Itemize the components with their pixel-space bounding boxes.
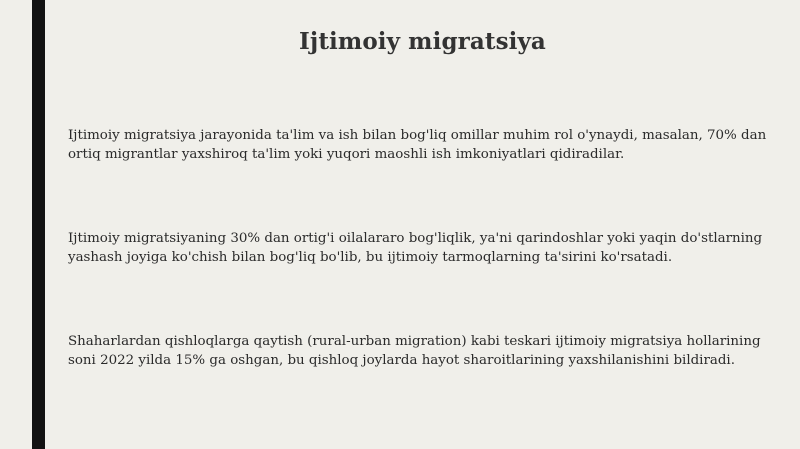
paragraph-education-work: Ijtimoiy migratsiya jarayonida ta'lim va ish bilan bog'liq omillar muhim rol o'ynaydi, masalan, 70% dan ortiq migrantlar yaxshiroq ta'lim yoki yuqori maoshli ish imkoniyatlari qidiradilar.	[68, 128, 767, 162]
slide-title: Ijtimoiy migratsiya	[299, 28, 546, 55]
paragraph-reverse-migration: Shaharlardan qishloqlarga qaytish (rural-urban migration) kabi teskari ijtimoiy migratsiya hollarining soni 2022 yilda 15% ga oshgan, bu qishloq joylarda hayot sharoitlarining yaxshilanishini bildiradi.	[68, 334, 761, 368]
paragraph-family-ties: Ijtimoiy migratsiyaning 30% dan ortig'i oilalararo bog'liqlik, ya'ni qarindoshlar yoki yaqin do'stlarning yashash joyiga ko'chish bilan bog'liq bo'lib, bu ijtimoiy tarmoqlarning ta'sirini ko'rsatadi.	[68, 231, 763, 265]
left-accent-bar	[32, 0, 45, 449]
